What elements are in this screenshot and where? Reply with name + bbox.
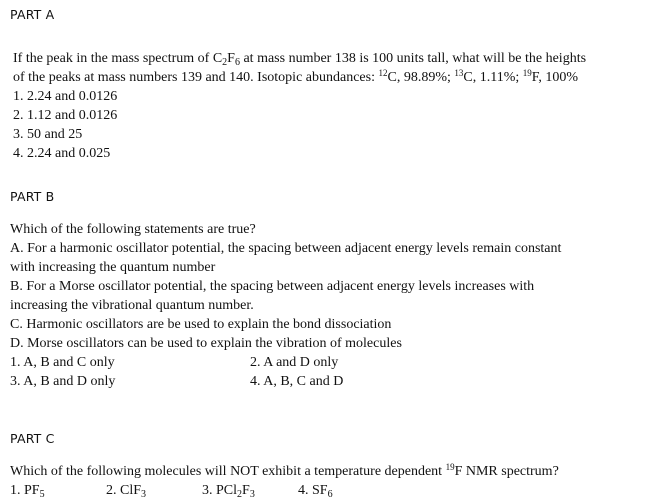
part-a-question-line2: of the peaks at mass numbers 139 and 140. Isotopic abundances: $^{12}$C, 98.89%; $^{13}$C, 1.11%; $^{19}$F, 100% [13,68,579,85]
part-c-option-3[interactable]: 3. $PCl_2F_3$ [202,483,255,500]
part-c-option-2[interactable]: 2. ClF$_3$ [106,483,147,500]
part-a-question [13,49,586,163]
statement-d: D. Morse oscillators can be used to explain the vibration of molecules [10,336,402,351]
part-b-question [10,220,561,391]
part-a-option-2[interactable]: 2. 1.12 and 0.0126 [13,108,118,123]
statement-a-line1: A. For a harmonic oscillator potential, the spacing between adjacent energy levels remain constant [10,241,562,256]
part-b-question-text: Which of the following statements are true? [10,222,256,237]
part-c-question [10,462,559,500]
part-b-option-4[interactable]: 4. A, B, C and D [250,374,344,389]
statement-b-line2: increasing the vibrational quantum number. [10,298,254,313]
part-b-option-2[interactable]: 2. A and D only [250,355,339,370]
part-b-option-1[interactable]: 1. A, B and C only [10,355,115,370]
part-c-title: PART C [10,431,55,446]
part-a-option-1[interactable]: 1. 2.24 and 0.0126 [13,89,118,104]
part-b-option-3[interactable]: 3. A, B and D only [10,374,116,389]
part-a-question-line1: If the peak in the mass spectrum of $C_2F_6$ at mass number 138 is 100 units tall, what will be the heights [13,51,587,68]
statement-c: C. Harmonic oscillators are be used to explain the bond dissociation [10,317,392,332]
statement-a-line2: with increasing the quantum number [10,260,216,275]
part-a-title: PART A [10,7,55,22]
part-b-title: PART B [10,189,55,204]
part-c-option-1[interactable]: 1. $PF_5$ [10,483,45,500]
statement-b-line1: B. For a Morse oscillator potential, the spacing between adjacent energy levels increases with [10,279,535,294]
part-b-options-row-1 [10,353,561,372]
part-c-question-text: Which of the following molecules will NOT exhibit a temperature dependent $^{19}$F NMR spectrum? [10,462,559,479]
part-c-options [10,481,559,500]
part-c-option-4[interactable]: 4. $SF_6$ [298,483,333,500]
part-a-option-3[interactable]: 3. 50 and 25 [13,127,83,142]
part-b-options-row-2 [10,372,561,391]
part-a-option-4[interactable]: 4. 2.24 and 0.025 [13,146,111,161]
